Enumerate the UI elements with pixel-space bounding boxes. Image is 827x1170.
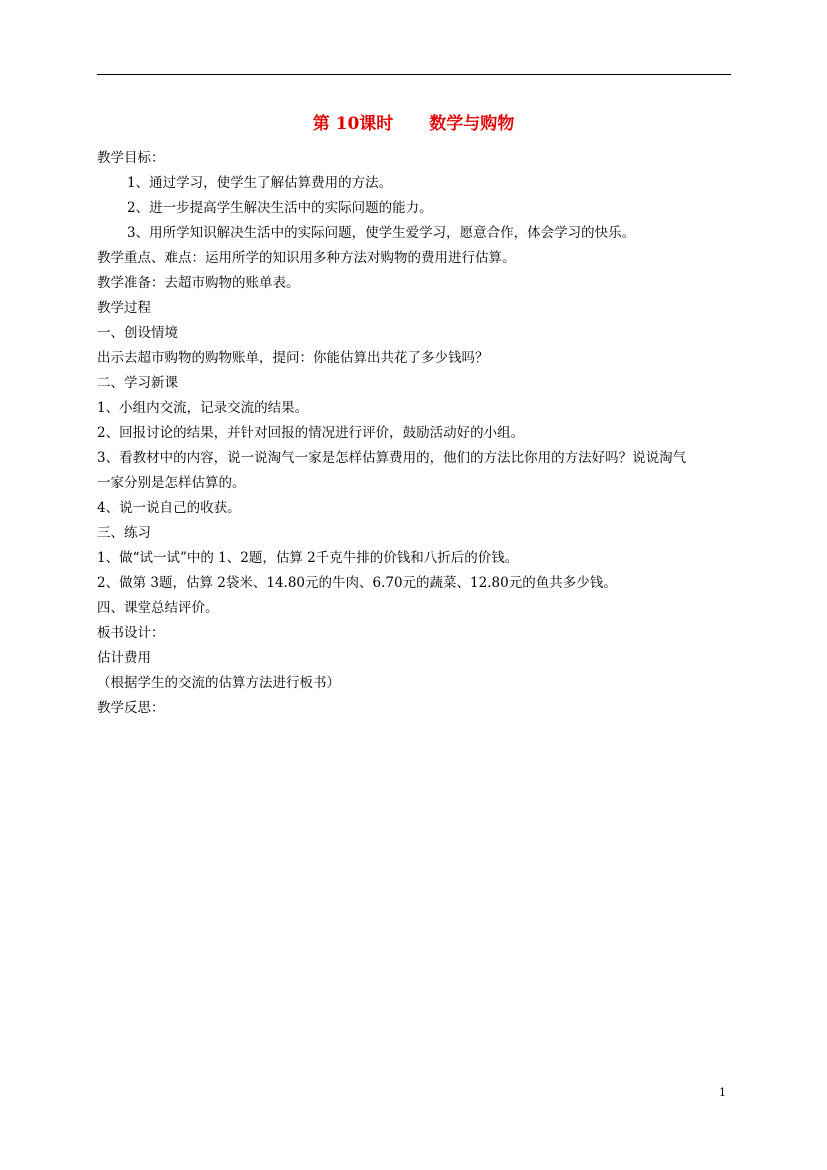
section-4-heading: 四、课堂总结评价。 [97, 600, 219, 616]
goal-1: 1、通过学习，使学生了解估算费用的方法。 [127, 175, 393, 191]
page-title [0, 111, 827, 137]
section-1-heading: 一、创设情境 [97, 325, 178, 341]
section-2-item-3b: 一家分别是怎样估算的。 [97, 475, 246, 491]
section-2-item-4: 4、说一说自己的收获。 [97, 500, 241, 516]
board-heading: 板书设计： [97, 625, 165, 641]
lesson-topic: 数学与购物 [429, 114, 515, 134]
board-title: 估计费用 [97, 650, 151, 666]
lesson-number: 第 10课时 [312, 114, 394, 134]
preparation: 教学准备：去超市购物的账单表。 [97, 275, 300, 291]
key-points: 教学重点、难点：运用所学的知识用多种方法对购物的费用进行估算。 [97, 250, 516, 266]
process-heading: 教学过程 [97, 300, 151, 316]
section-3-item-2: 2、做第 3题，估算 2袋米、14.80元的牛肉、6.70元的蔬菜、12.80元的鱼共多少钱。 [97, 575, 617, 591]
board-note: （根据学生的交流的估算方法进行板书） [97, 675, 340, 691]
section-2-item-3a: 3、看教材中的内容，说一说淘气一家是怎样估算费用的，他们的方法比你用的方法好吗？说说淘气 [97, 450, 687, 466]
section-1-text: 出示去超市购物的购物账单，提问：你能估算出共花了多少钱吗？ [97, 350, 489, 366]
section-3-item-1: 1、做“试一试”中的 1、2题，估算 2千克牛排的价钱和八折后的价钱。 [97, 550, 519, 566]
section-2-item-2: 2、回报讨论的结果，并针对回报的情况进行评价，鼓励活动好的小组。 [97, 425, 525, 441]
goal-2: 2、进一步提高学生解决生活中的实际问题的能力。 [127, 200, 433, 216]
goal-3: 3、用所学知识解决生活中的实际问题，使学生爱学习，愿意合作，体会学习的快乐。 [127, 225, 636, 241]
section-3-heading: 三、练习 [97, 525, 151, 541]
section-2-item-1: 1、小组内交流，记录交流的结果。 [97, 400, 309, 416]
section-2-heading: 二、学习新课 [97, 375, 178, 391]
header-rule [97, 74, 731, 75]
page-number: 1 [719, 1086, 726, 1099]
goals-heading: 教学目标： [97, 150, 165, 166]
reflection-heading: 教学反思： [97, 700, 165, 716]
